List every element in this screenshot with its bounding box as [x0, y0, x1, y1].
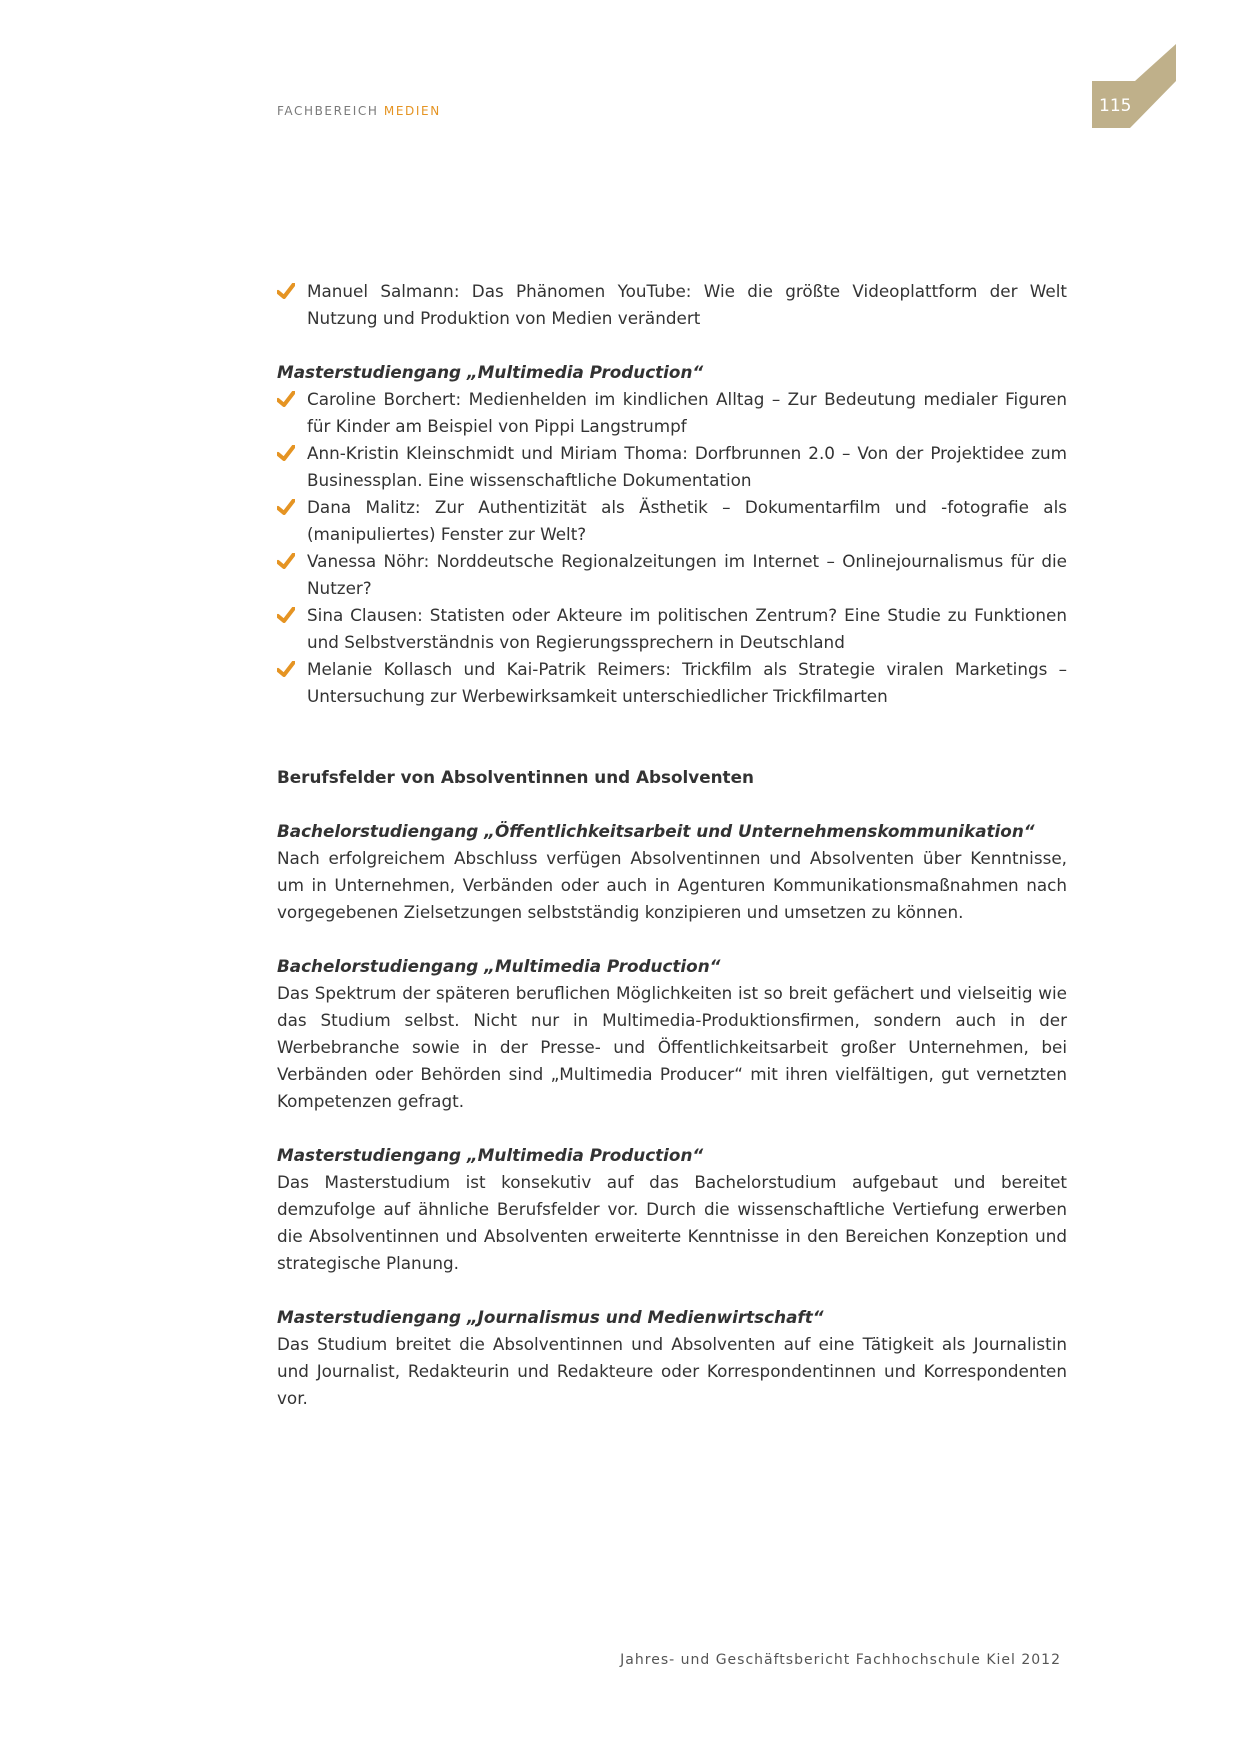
career-block-text: Das Masterstudium ist konsekutiv auf das Bachelorstudium aufgebaut und bereitet demzufolge auf ähnliche Berufsfelder vor. Durch die wissenschaftliche Vertiefung erwerben die Absolventinnen und Absolventen erweiterte Kenntnisse in den Bereichen Konzeption und strategische Planung.	[277, 1172, 1067, 1273]
career-block-text: Das Spektrum der späteren beruflichen Möglichkeiten ist so breit gefächert und vielseitig wie das Studium selbst. Nicht nur in Multimedia-Produktionsfirmen, sondern auch in der Werbebranche sowie in der Presse- und Öffentlichkeitsarbeit großer Unternehmen, bei Verbänden oder Behörden sind „Multimedia Producer“ mit ihren vielfältigen, gut vernetzten Kompetenzen gefragt.	[277, 983, 1067, 1111]
checkmark-icon	[277, 553, 295, 569]
list-item-text: Melanie Kollasch und Kai-Patrik Reimers: Trickfilm als Strategie viralen Marketings – Untersuchung zur Werbewirksamkeit unterschiedlicher Trickfilmarten	[307, 659, 1067, 706]
checkmark-icon	[277, 661, 295, 677]
career-block-heading: Masterstudiengang „Journalismus und Medienwirtschaft“	[277, 1307, 824, 1327]
career-block-text: Das Studium breitet die Absolventinnen und Absolventen auf eine Tätigkeit als Journalistin und Journalist, Redakteurin und Redakteure oder Korrespondentinnen und Korrespondenten vor.	[277, 1334, 1067, 1408]
list-item-text: Manuel Salmann: Das Phänomen YouTube: Wie die größte Videoplattform der Welt Nutzung und Produktion von Medien verändert	[307, 281, 1067, 328]
section-title: Berufsfelder von Absolventinnen und Absolventen	[277, 767, 754, 787]
checkmark-icon	[277, 283, 295, 299]
list-item	[277, 278, 1067, 332]
list-item	[277, 494, 1067, 548]
checkmark-icon	[277, 499, 295, 515]
list-item	[277, 440, 1067, 494]
master-mp-heading: Masterstudiengang „Multimedia Production“	[277, 362, 704, 382]
career-block-text: Nach erfolgreichem Abschluss verfügen Absolventinnen und Absolventen über Kenntnisse, um in Unternehmen, Verbänden oder auch in Agenturen Kommunikationsmaßnahmen nach vorgegebenen Zielsetzungen selbstständig konzipieren und umsetzen zu können.	[277, 848, 1067, 922]
career-block	[277, 1304, 1067, 1412]
intro-list	[277, 278, 1067, 332]
list-item	[277, 656, 1067, 710]
career-block	[277, 1142, 1067, 1277]
list-item-text: Sina Clausen: Statisten oder Akteure im politischen Zentrum? Eine Studie zu Funktionen und Selbstverständnis von Regierungssprechern in Deutschland	[307, 605, 1067, 652]
running-header	[277, 104, 441, 118]
list-item-text: Vanessa Nöhr: Norddeutsche Regionalzeitungen im Internet – Onlinejournalismus für die Nutzer?	[307, 551, 1067, 598]
list-item-text: Caroline Borchert: Medienhelden im kindlichen Alltag – Zur Bedeutung medialer Figuren für Kinder am Beispiel von Pippi Langstrumpf	[307, 389, 1067, 436]
career-block-heading: Masterstudiengang „Multimedia Production“	[277, 1145, 704, 1165]
page-body	[277, 278, 1067, 1412]
list-item-text: Ann-Kristin Kleinschmidt und Miriam Thoma: Dorfbrunnen 2.0 – Von der Projektidee zum Businessplan. Eine wissenschaftliche Dokumentation	[307, 443, 1067, 490]
career-block	[277, 953, 1067, 1115]
header-section-accent: MEDIEN	[383, 104, 441, 118]
header-section-label: FACHBEREICH	[277, 104, 379, 118]
list-item	[277, 548, 1067, 602]
page-number: 115	[1099, 96, 1132, 116]
list-item	[277, 386, 1067, 440]
list-item	[277, 602, 1067, 656]
career-block-heading: Bachelorstudiengang „Multimedia Production“	[277, 956, 721, 976]
career-block-heading: Bachelorstudiengang „Öffentlichkeitsarbeit und Unternehmenskommunikation“	[277, 821, 1035, 841]
master-mp-list	[277, 386, 1067, 710]
checkmark-icon	[277, 445, 295, 461]
checkmark-icon	[277, 607, 295, 623]
career-block	[277, 818, 1067, 926]
page-footer: Jahres- und Geschäftsbericht Fachhochschule Kiel 2012	[620, 1652, 1061, 1668]
list-item-text: Dana Malitz: Zur Authentizität als Ästhetik – Dokumentarfilm und -fotografie als (manipuliertes) Fenster zur Welt?	[307, 497, 1067, 544]
checkmark-icon	[277, 391, 295, 407]
